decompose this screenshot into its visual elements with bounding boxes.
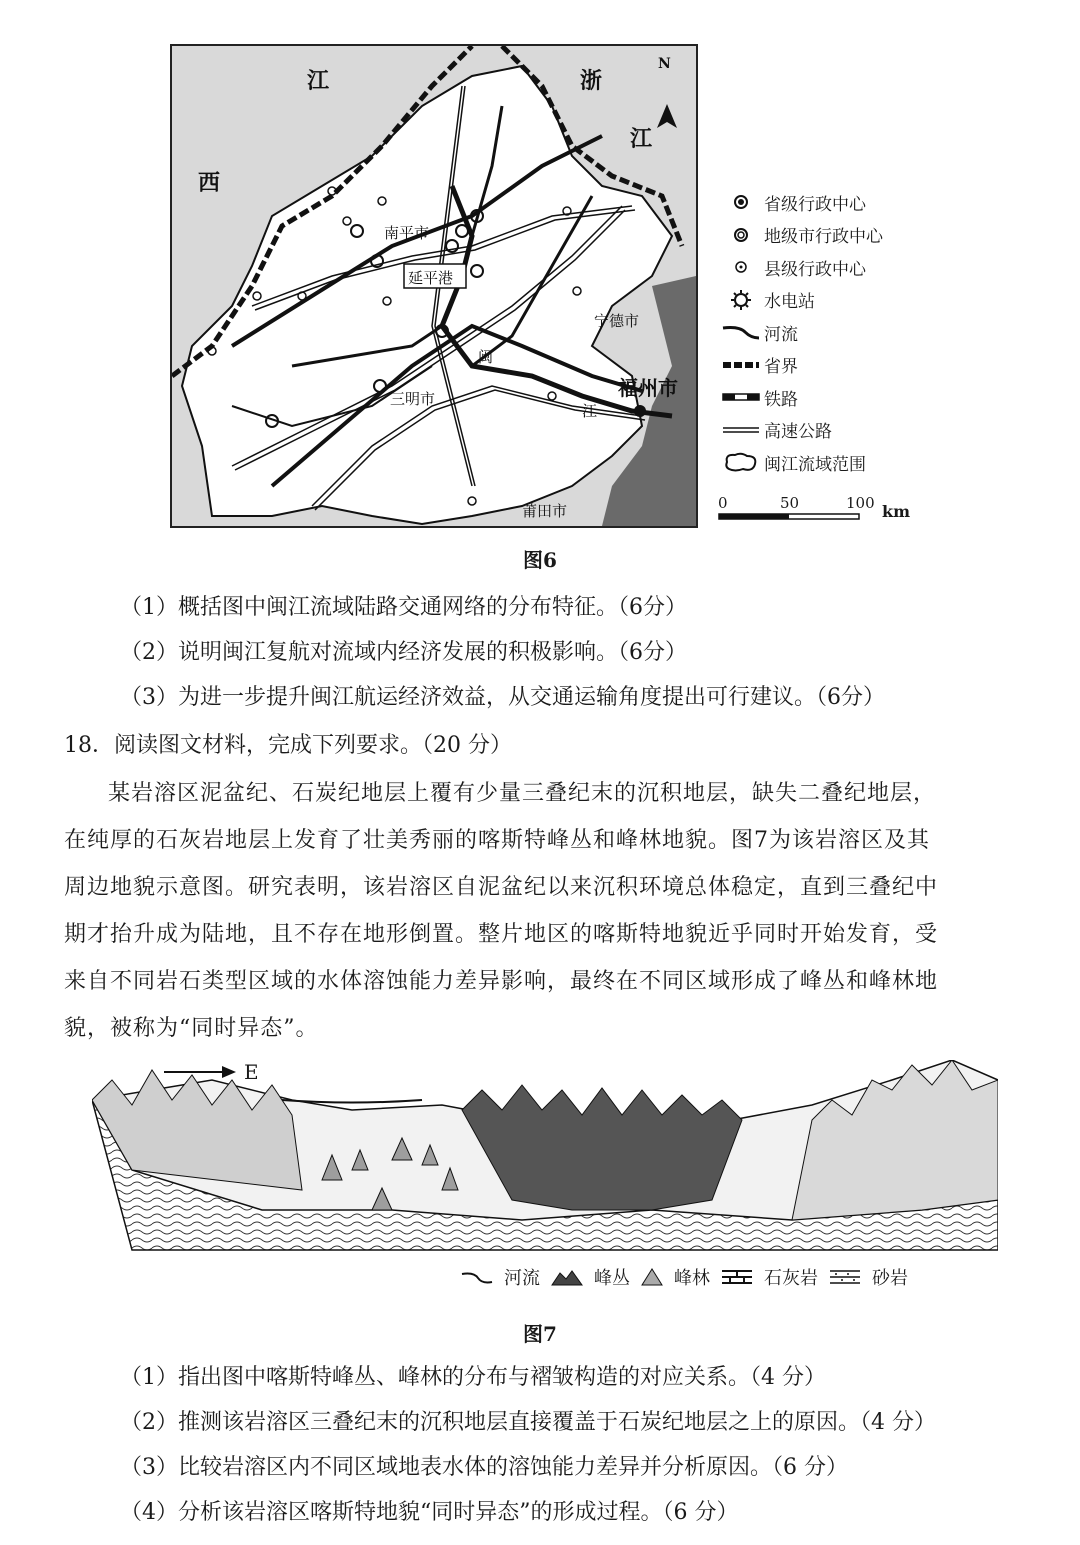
scale-tick-0: 0: [718, 494, 728, 512]
label-xi: 西: [198, 170, 221, 196]
north-arrow-icon: [657, 104, 677, 128]
sandstone-icon: [828, 1267, 862, 1287]
scale-tick-100: 100: [846, 494, 875, 512]
material-line: 周边地貌示意图。研究表明，该岩溶区自泥盆纪以来沉积环境总体稳定，直到三叠纪中: [64, 875, 939, 900]
min-river-basin: [182, 66, 672, 524]
scale-tick-50: 50: [780, 494, 800, 512]
legend-label: 省界: [764, 357, 798, 378]
province-boundary-icon: [721, 355, 761, 375]
q17-item-1: （1）概括图中闽江流域陆路交通网络的分布特征。（6分）: [120, 595, 687, 620]
legend7-label: 峰丛: [594, 1268, 630, 1289]
legend-row: [718, 316, 938, 349]
peak-cluster-icon: [550, 1267, 584, 1287]
hydropower-icon: [730, 289, 752, 311]
legend7-label: 峰林: [674, 1268, 710, 1289]
expressway-icon: [721, 420, 761, 440]
provincial-center-icon: [731, 192, 751, 212]
legend-label: 闽江流域范围: [764, 454, 866, 475]
q17-item-3: （3）为进一步提升闽江航运经济效益，从交通运输角度提出可行建议。（6分）: [120, 685, 885, 710]
figure6-caption: 图6: [523, 548, 557, 572]
label-jiang-river: 江: [582, 402, 598, 420]
railway-icon: [721, 387, 761, 407]
material-line: 某岩溶区泥盆纪、石炭纪地层上覆有少量三叠纪末的沉积地层，缺失二叠纪地层，: [108, 781, 937, 806]
material-line: 来自不同岩石类型区域的水体溶蚀能力差异影响，最终在不同区域形成了峰丛和峰林地: [64, 969, 939, 994]
material-line: 貌，被称为“同时异态”。: [64, 1016, 319, 1041]
figure6-legend: [718, 186, 938, 479]
prefecture-center-icon: [731, 225, 751, 245]
river-icon: [460, 1268, 494, 1286]
q18-item-2: （2）推测该岩溶区三叠纪末的沉积地层直接覆盖于石炭纪地层之上的原因。（4 分）: [120, 1410, 936, 1435]
label-jiang: 江: [307, 68, 330, 94]
scale-unit: km: [882, 502, 911, 521]
scale-bar: [716, 494, 916, 530]
city-yanping-port: 延平港: [408, 269, 454, 287]
legend-label: 河流: [764, 324, 798, 345]
legend-label: 铁路: [764, 389, 798, 410]
q18-item-4: （4）分析该岩溶区喀斯特地貌“同时异态”的形成过程。（6 分）: [120, 1500, 739, 1525]
city-nanping: 南平市: [384, 224, 430, 242]
figure7-caption: 图7: [523, 1322, 557, 1346]
limestone-icon: [720, 1267, 754, 1287]
q18-material: [64, 770, 1024, 1052]
legend-row: [718, 349, 938, 382]
legend7-label: 石灰岩: [764, 1268, 818, 1289]
figure7-legend: [460, 1264, 1020, 1290]
legend7-label: 砂岩: [872, 1268, 908, 1289]
north-label: N: [658, 56, 671, 72]
direction-label: E: [244, 1060, 259, 1084]
legend-row: [718, 446, 938, 479]
label-zhe: 浙: [580, 68, 603, 94]
legend-label: 水电站: [764, 292, 815, 313]
city-ningde: 宁德市: [594, 312, 640, 330]
peak-forest-icon: [640, 1267, 664, 1287]
label-min: 闽: [478, 348, 494, 366]
city-sanming: 三明市: [390, 390, 436, 408]
legend-label: 高速公路: [764, 422, 832, 443]
legend-label: 县级行政中心: [764, 259, 866, 280]
figure6-map: [170, 44, 698, 528]
county-center-icon: [731, 257, 751, 277]
q18-title: 18．阅读图文材料，完成下列要求。（20 分）: [64, 733, 512, 758]
legend-row: [718, 381, 938, 414]
material-line: 在纯厚的石灰岩地层上发育了壮美秀丽的喀斯特峰丛和峰林地貌。图7为该岩溶区及其: [64, 828, 930, 853]
figure7-diagram: [92, 1060, 998, 1290]
q18-item-1: （1）指出图中喀斯特峰丛、峰林的分布与褶皱构造的对应关系。（4 分）: [120, 1365, 826, 1390]
legend7-label: 河流: [504, 1268, 540, 1289]
city-putian: 莆田市: [522, 502, 568, 520]
material-line: 期才抬升成为陆地，且不存在地形倒置。整片地区的喀斯特地貌近乎同时开始发育，受: [64, 922, 939, 947]
legend-label: 地级市行政中心: [764, 227, 883, 248]
legend-row: [718, 251, 938, 284]
karst-block-diagram: [92, 1060, 998, 1260]
legend-row: [718, 186, 938, 219]
legend-row: [718, 414, 938, 447]
legend-row: [718, 219, 938, 252]
legend-label: 省级行政中心: [764, 194, 866, 215]
river-icon: [721, 322, 761, 342]
basin-boundary-icon: [721, 450, 761, 474]
scale-bar-graphic: [718, 512, 868, 522]
city-fuzhou: 福州市: [618, 376, 678, 400]
legend-row: [718, 284, 938, 317]
q17-item-2: （2）说明闽江复航对流域内经济发展的积极影响。（6分）: [120, 640, 687, 665]
label-jiang-right: 江: [630, 126, 653, 152]
q18-item-3: （3）比较岩溶区内不同区域地表水体的溶蚀能力差异并分析原因。（6 分）: [120, 1455, 848, 1480]
